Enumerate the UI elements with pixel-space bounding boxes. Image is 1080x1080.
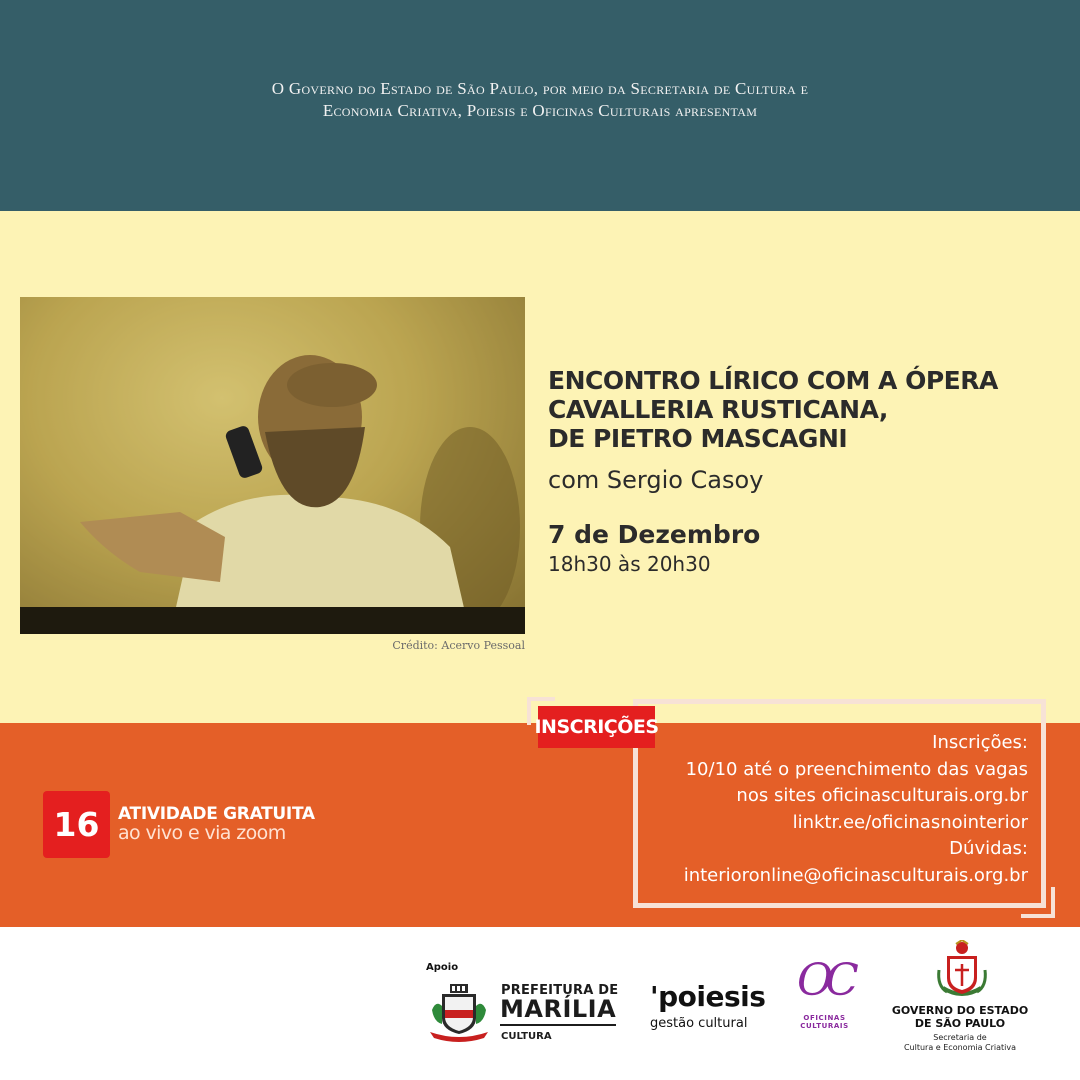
speaker-photo: [20, 297, 525, 634]
registration-info: [640, 730, 1028, 890]
registration-link[interactable]: nos sites oficinasculturais.org.br: [736, 785, 1028, 807]
sao-paulo-government-label: [885, 1004, 1035, 1030]
event-time: 18h30 às 20h30: [548, 552, 711, 576]
sao-paulo-secretariat-label: [885, 1033, 1035, 1053]
photo-credit: Crédito: Acervo Pessoal: [392, 639, 525, 652]
sp-label-line-2: DE SÃO PAULO: [914, 1017, 1006, 1030]
age-rating-badge: 16: [43, 791, 110, 858]
registration-link[interactable]: linktr.ee/oficinasnointerior: [792, 811, 1028, 833]
registration-tag: INSCRIÇÕES: [538, 706, 655, 748]
marilia-crest-icon: [426, 980, 492, 1042]
event-title-line-2: CAVALLERIA RUSTICANA,: [548, 395, 888, 424]
speaker-name: com Sergio Casoy: [548, 466, 764, 494]
contact-email-link[interactable]: interioronline@oficinasculturais.org.br: [683, 864, 1028, 886]
intro-text: [150, 78, 930, 122]
oc-label-line-1: OFICINAS: [803, 1014, 846, 1022]
registration-line: Dúvidas:: [949, 838, 1028, 860]
poiesis-subtitle: gestão cultural: [650, 1016, 748, 1031]
sp-sub-line-2: Cultura e Economia Criativa: [903, 1043, 1017, 1052]
intro-line-2: Economia Criativa, Poiesis e Oficinas Culturais apresentam: [322, 101, 758, 120]
marilia-label-top: PREFEITURA DE: [501, 983, 619, 998]
event-title: [548, 366, 1068, 453]
intro-line-1: O Governo do Estado de São Paulo, por meio da Secretaria de Cultura e: [271, 79, 809, 98]
frame-corner-bottom-right: [1021, 887, 1055, 918]
free-activity-label: ATIVIDADE GRATUITA: [118, 804, 315, 824]
oc-label-line-2: CULTURAIS: [800, 1022, 849, 1030]
marilia-label-sub: CULTURA: [501, 1031, 552, 1042]
marilia-label-name: MARÍLIA: [500, 994, 616, 1026]
event-title-line-1: ENCONTRO LÍRICO COM A ÓPERA: [548, 366, 998, 395]
sp-sub-line-1: Secretaria de: [933, 1033, 987, 1042]
registration-line: 10/10 até o preenchimento das vagas: [685, 758, 1028, 780]
live-zoom-label: ao vivo e via zoom: [118, 822, 286, 844]
oficinas-culturais-logo: OC: [797, 955, 851, 1006]
event-title-line-3: DE PIETRO MASCAGNI: [548, 424, 848, 453]
sp-label-line-1: GOVERNO DO ESTADO: [891, 1004, 1029, 1017]
event-date: 7 de Dezembro: [548, 520, 761, 549]
sao-paulo-crest-icon: [935, 940, 989, 1002]
oficinas-culturais-label: [797, 1014, 852, 1030]
support-label: Apoio: [426, 962, 459, 973]
registration-line: Inscrições:: [932, 732, 1028, 753]
poiesis-logo: 'poiesis: [650, 980, 766, 1013]
